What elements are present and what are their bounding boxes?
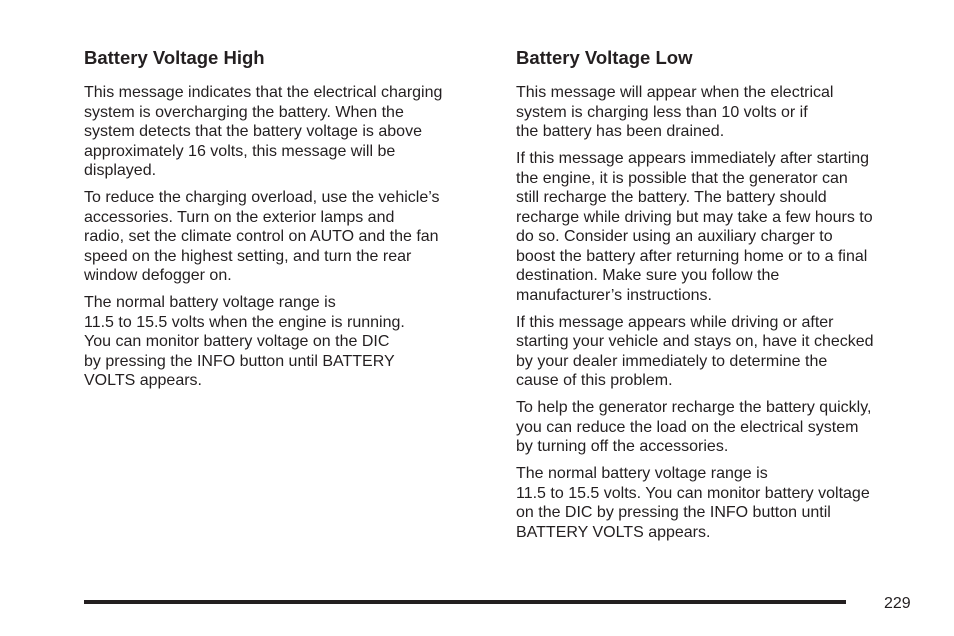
text-line: If this message appears immediately after starting — [516, 150, 870, 167]
text-line: window defogger on. — [84, 267, 232, 284]
text-line: by turning off the accessories. — [516, 438, 729, 455]
text-line: To help the generator recharge the battery quickly, — [516, 399, 872, 416]
text-line: To reduce the charging overload, use the vehicle’s — [84, 189, 440, 206]
text-line: accessories. Turn on the exterior lamps and — [84, 208, 395, 226]
text-line: system detects that the battery voltage is above — [84, 123, 422, 140]
text-line: cause of this problem. — [516, 372, 673, 389]
text-line: on the DIC by pressing the INFO button until — [516, 504, 831, 521]
paragraph — [516, 464, 926, 542]
paragraph — [516, 398, 926, 457]
text-line: manufacturer’s instructions. — [516, 286, 712, 304]
paragraph — [84, 293, 494, 391]
paragraph — [516, 149, 926, 305]
paragraph — [84, 188, 494, 286]
text-line: system is charging less than 10 volts or if — [516, 103, 808, 121]
text-line: The normal battery voltage range is — [84, 294, 336, 311]
text-line: This message will appear when the electrical — [516, 84, 834, 101]
paragraph — [516, 83, 926, 142]
text-line: 11.5 to 15.5 volts. You can monitor battery voltage — [516, 484, 870, 502]
text-line: by pressing the INFO button until BATTERY — [84, 352, 395, 370]
text-line: 11.5 to 15.5 volts when the engine is running. — [84, 313, 405, 331]
page-number: 229 — [884, 595, 911, 612]
text-line: the battery has been drained. — [516, 123, 725, 140]
footer-rule — [84, 600, 846, 604]
section-heading-battery-voltage-low: Battery Voltage Low — [516, 47, 693, 68]
text-line: you can reduce the load on the electrical system — [516, 418, 859, 436]
left-column — [84, 47, 494, 398]
paragraph — [516, 313, 926, 391]
text-line: radio, set the climate control on AUTO and the fan — [84, 228, 439, 245]
text-line: destination. Make sure you follow the — [516, 267, 780, 284]
text-line: the engine, it is possible that the generator can — [516, 169, 848, 187]
text-line: approximately 16 volts, this message will be — [84, 142, 396, 160]
text-line: You can monitor battery voltage on the DIC — [84, 333, 390, 350]
text-line: boost the battery after returning home or to a final — [516, 247, 868, 265]
text-line: speed on the highest setting, and turn the rear — [84, 247, 412, 265]
right-column — [516, 47, 926, 550]
text-line: still recharge the battery. The battery should — [516, 189, 827, 206]
text-line: The normal battery voltage range is — [516, 465, 768, 482]
text-line: do so. Consider using an auxiliary charger to — [516, 228, 833, 245]
text-line: displayed. — [84, 162, 157, 179]
section-heading-battery-voltage-high: Battery Voltage High — [84, 47, 265, 68]
text-line: starting your vehicle and stays on, have it checked — [516, 333, 874, 350]
text-line: system is overcharging the battery. When the — [84, 103, 404, 121]
text-line: recharge while driving but may take a few hours to — [516, 208, 873, 226]
text-line: BATTERY VOLTS appears. — [516, 523, 711, 541]
text-line: by your dealer immediately to determine the — [516, 352, 828, 370]
text-line: If this message appears while driving or after — [516, 313, 834, 331]
text-line: VOLTS appears. — [84, 372, 202, 389]
text-line: This message indicates that the electrical charging — [84, 84, 443, 101]
paragraph — [84, 83, 494, 181]
